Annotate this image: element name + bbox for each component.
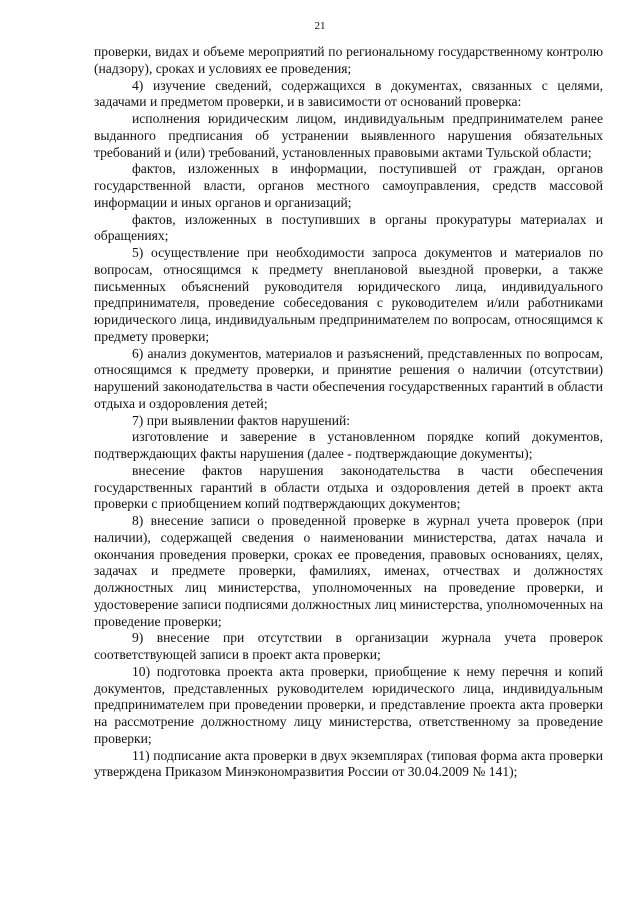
- paragraph-item-9: 9) внесение при отсутствии в организации журнала учета проверок соответствующей записи в проект акта проверки;: [94, 630, 603, 662]
- document-body: [94, 44, 603, 781]
- paragraph-item-8: 8) внесение записи о проведенной проверке в журнал учета проверок (при наличии), содержащей сведения о наименовании министерства, датах начала и окончания проведения проверки, сроках ее проведения, правовых основаниях, целях, задачах и предмете проверки, фамилиях, именах, отчествах и должностях должностных лиц министерства, уполномоченных на проведение проверки, и удостоверение записи подписями должностных лиц министерства, уполномоченных на проведение проверки;: [94, 513, 603, 629]
- paragraph-basis-information: фактов, изложенных в информации, поступившей от граждан, органов государственной власти, органов местного самоуправления, средств массовой информации и иных органов и организаций;: [94, 161, 603, 210]
- paragraph-basis-prosecutor: фактов, изложенных в поступивших в органы прокуратуры материалах и обращениях;: [94, 211, 603, 244]
- paragraph-item-11: 11) подписание акта проверки в двух экземплярах (типовая форма акта проверки утверждена Приказом Минэкономразвития России от 30.04.2009 № 141);: [94, 747, 603, 780]
- paragraph-basis-prescription: исполнения юридическим лицом, индивидуальным предпринимателем ранее выданного предписания об устранении выявленного нарушения обязательных требований и (или) требований, установленных правовыми актами Тульской области;: [94, 111, 603, 160]
- paragraph-continuation: проверки, видах и объеме мероприятий по региональному государственному контролю (надзору), сроках и условиях ее проведения;: [94, 44, 603, 76]
- paragraph-item-7-copies: изготовление и заверение в установленном порядке копий документов, подтверждающих факты нарушения (далее - подтверждающие документы);: [94, 429, 603, 461]
- paragraph-item-10: 10) подготовка проекта акта проверки, приобщение к нему перечня и копий документов, представленных руководителем юридического лица, индивидуальным предпринимателем при проведении проверки, и представление проекта акта проверки на рассмотрение должностному лицу министерства, ответственному за проведение проверки;: [94, 663, 603, 746]
- paragraph-item-4: 4) изучение сведений, содержащихся в документах, связанных с целями, задачами и предметом проверки, и в зависимости от оснований проверка:: [94, 77, 603, 110]
- paragraph-item-6: 6) анализ документов, материалов и разъяснений, представленных по вопросам, относящимся к предмету проверки, и принятие решения о наличии (отсутствии) нарушений законодательства в части обеспечения государственных гарантий в области отдыха и оздоровления детей;: [94, 345, 603, 411]
- paragraph-item-7: 7) при выявлении фактов нарушений:: [132, 412, 351, 428]
- paragraph-item-5: 5) осуществление при необходимости запроса документов и материалов по вопросам, относящимся к предмету внеплановой выездной проверки, а также письменных объяснений руководителя юридического лица, индивидуального предпринимателя, проведение собеседования с руководителем и/или работниками юридического лица, индивидуальным предпринимателем по вопросам, относящимся к предмету проверки;: [94, 245, 603, 344]
- page-number: 21: [314, 20, 326, 32]
- paragraph-item-7-violations: внесение фактов нарушения законодательства в части обеспечения государственных гарантий в области отдыха и оздоровления детей в проект акта проверки с приобщением копий подтверждающих документов;: [94, 462, 603, 512]
